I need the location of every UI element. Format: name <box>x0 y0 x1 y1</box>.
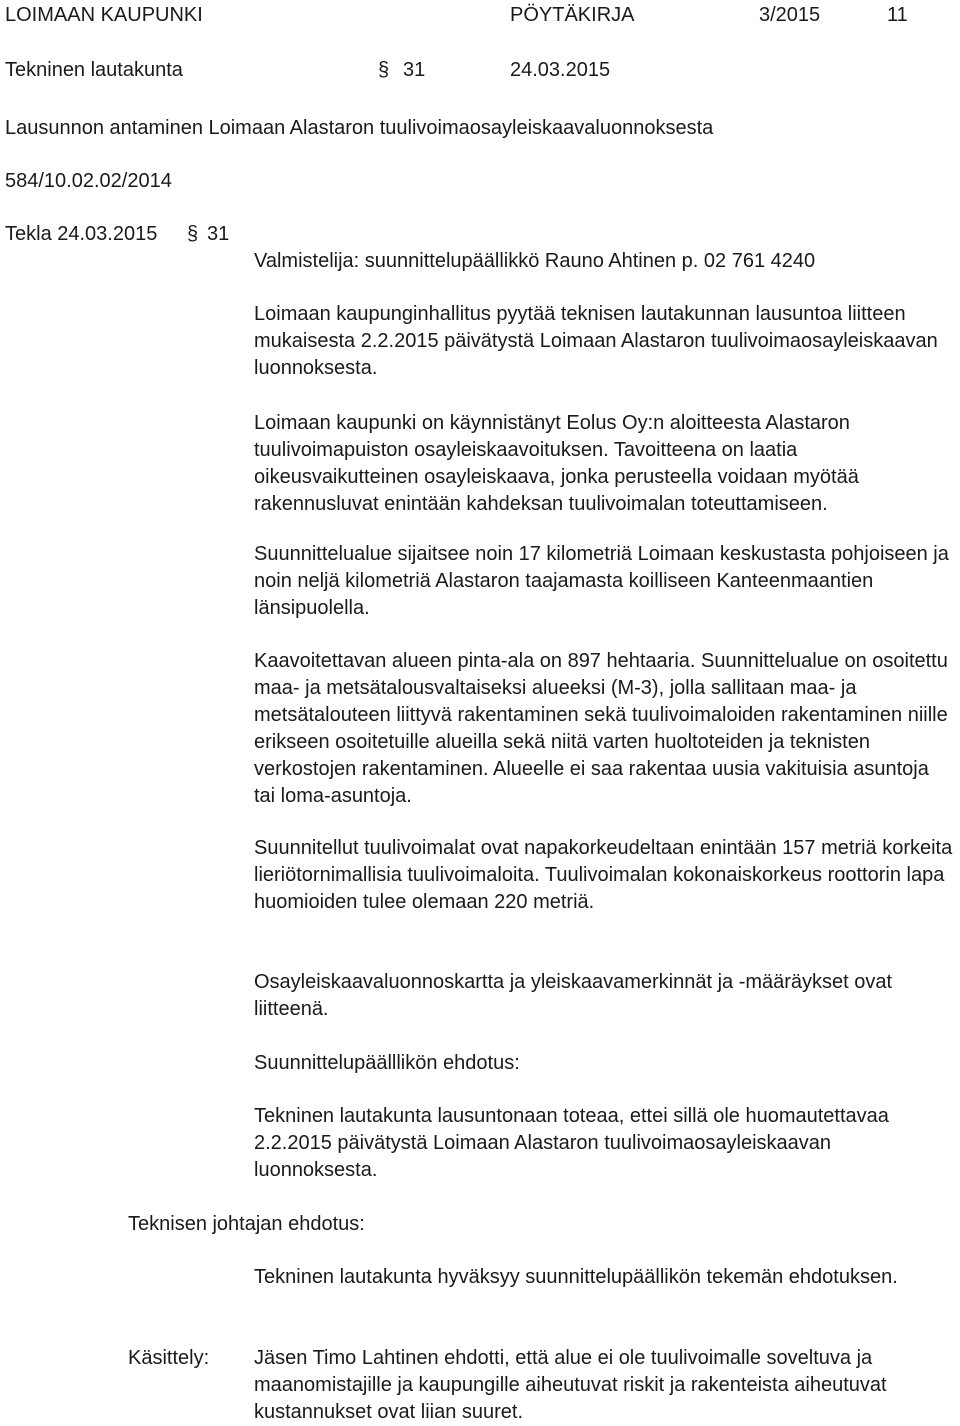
handling-text <box>254 1345 954 1426</box>
proposal-text <box>254 1103 954 1184</box>
board-name: Tekninen lautakunta <box>5 59 183 81</box>
paragraph-text: Suunnitellut tuulivoimalat ovat napakorkeudeltaan enintään 157 metriä korkeita lieriötornimallisia tuulivoimaloita. Tuulivoimalan kokonaiskorkeus roottorin lapa huomioiden tulee olemaan 220 metriä. <box>254 837 953 913</box>
paragraph-background <box>254 410 954 518</box>
paragraph-attachments <box>254 969 954 1023</box>
paragraph-text: Tekninen lautakunta hyväksyy suunnittelupäällikön tekemän ehdotuksen. <box>254 1266 898 1288</box>
doc-type: PÖYTÄKIRJA <box>510 4 635 26</box>
meeting-section-mark: § <box>187 223 199 245</box>
paragraph-request <box>254 301 954 382</box>
paragraph-text: Loimaan kaupunki on käynnistänyt Eolus Oy:n aloitteesta Alastaron tuulivoimapuiston osayleiskaavoituksen. Tavoitteena on laatia oikeusvaikutteinen osayleiskaava, jonka perusteella voidaan myötää rakennusluvat enintään kahdeksan tuulivoimalan toteuttamiseen. <box>254 412 859 515</box>
director-label: Teknisen johtajan ehdotus: <box>128 1213 365 1235</box>
paragraph-text: Tekninen lautakunta lausuntonaan toteaa, ettei sillä ole huomautettavaa 2.2.2015 päivätystä Loimaan Alastaron tuulivoimaosayleiskaavan luonnoksesta. <box>254 1105 889 1181</box>
meeting-section-number: 31 <box>207 223 230 245</box>
doc-number: 3/2015 <box>759 4 821 26</box>
handling-label: Käsittely: <box>128 1347 210 1369</box>
reference-number: 584/10.02.02/2014 <box>5 170 172 192</box>
preparer-line: Valmistelija: suunnittelupäällikkö Rauno Ahtinen p. 02 761 4240 <box>254 250 816 272</box>
section-mark: § <box>378 59 390 81</box>
paragraph-text: Jäsen Timo Lahtinen ehdotti, että alue ei ole tuulivoimalle soveltuva ja maanomistajille ja kaupungille aiheutuvat riskit ja rakenteista aiheutuvat kustannukset ovat liian suuret. <box>254 1347 887 1423</box>
page-title: Lausunnon antaminen Loimaan Alastaron tuulivoimaosayleiskaavaluonnoksesta <box>5 117 714 139</box>
section-number: 31 <box>403 59 426 81</box>
meeting-label: Tekla 24.03.2015 <box>5 223 158 245</box>
meeting-date: 24.03.2015 <box>510 59 611 81</box>
paragraph-text: Loimaan kaupunginhallitus pyytää teknisen lautakunnan lausuntoa liitteen mukaisesta 2.2.2015 päivätystä Loimaan Alastaron tuulivoimaosayleiskaavan luonnoksesta. <box>254 303 938 379</box>
org-name: LOIMAAN KAUPUNKI <box>5 4 203 26</box>
paragraph-text: Kaavoitettavan alueen pinta-ala on 897 hehtaaria. Suunnittelualue on osoitettu maa- ja metsätalousvaltaiseksi alueeksi (M-3), jolla sallitaan maa- ja metsätalouteen liittyvä rakentaminen sekä tuulivoimaloiden rakentaminen niille erikseen osoitetuille alueilla sekä niitä varten huoltoteiden ja teknisten verkostojen rakentaminen. Alueelle ei saa rakentaa uusia vakituisia asuntoja tai loma-asuntoja. <box>254 650 948 807</box>
page-number: 11 <box>887 4 908 26</box>
proposal-heading: Suunnittelupäälllikön ehdotus: <box>254 1052 520 1074</box>
paragraph-turbines <box>254 835 954 916</box>
director-text <box>254 1264 954 1291</box>
paragraph-area <box>254 648 954 810</box>
paragraph-text: Osayleiskaavaluonnoskartta ja yleiskaavamerkinnät ja -määräykset ovat liitteenä. <box>254 971 893 1020</box>
paragraph-location <box>254 541 954 622</box>
paragraph-text: Suunnittelualue sijaitsee noin 17 kilometriä Loimaan keskustasta pohjoiseen ja noin neljä kilometriä Alastaron taajamasta koilliseen Kanteenmaantien länsipuolella. <box>254 543 949 619</box>
